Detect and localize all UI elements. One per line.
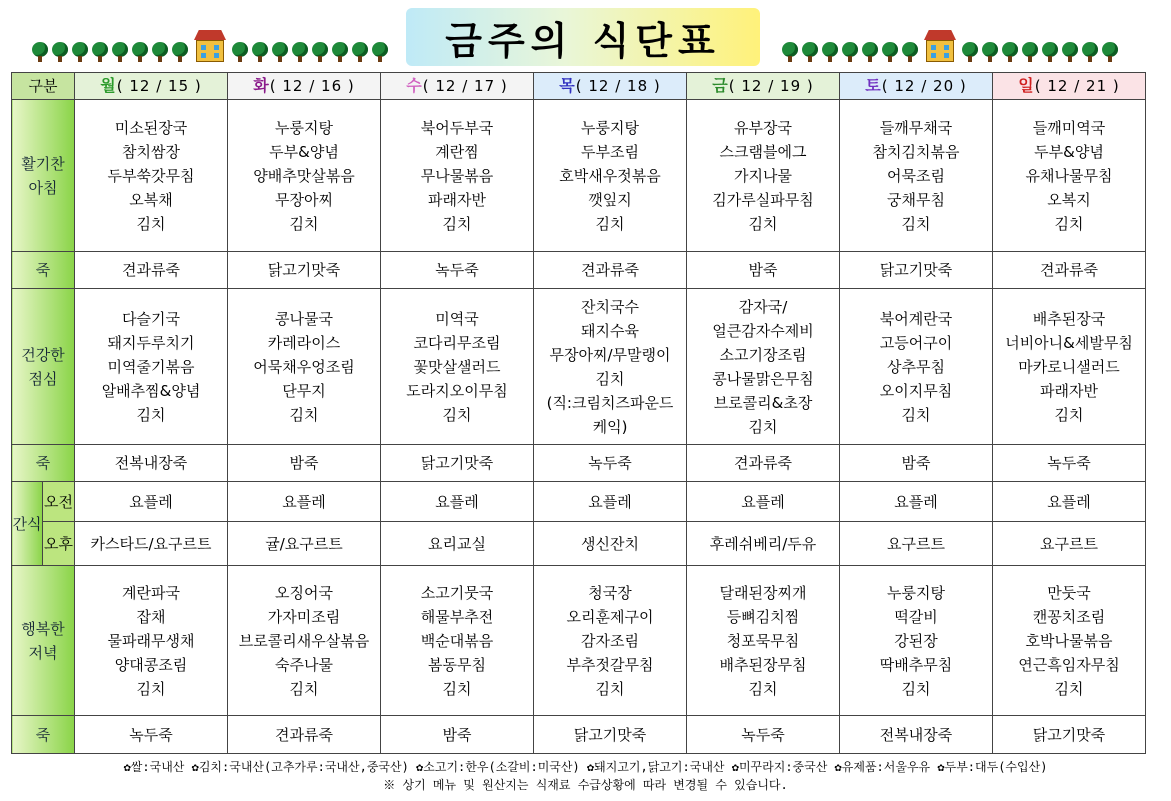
- day-name: 목: [559, 76, 576, 95]
- day-date: ( 12 / 16 ): [269, 77, 355, 95]
- menu-item: 호박새우젓볶음: [559, 166, 661, 185]
- category-header: 구분: [12, 73, 75, 100]
- menu-cell: 후레쉬베리/두유: [687, 522, 840, 566]
- menu-item: 감자국/: [738, 297, 788, 316]
- menu-cell: 닭고기맛죽: [228, 252, 381, 289]
- menu-item: 들깨무채국: [879, 118, 953, 137]
- breakfast-row: [12, 100, 1146, 252]
- menu-cell: 밤죽: [228, 445, 381, 482]
- tree-icon: [1022, 42, 1038, 62]
- menu-item: (직:크림치즈파운드: [546, 393, 674, 412]
- menu-cell: 녹두죽: [381, 252, 534, 289]
- menu-item: 브로콜리새우살볶음: [238, 631, 370, 650]
- day-header-tue: [228, 73, 381, 100]
- day-date: ( 12 / 21 ): [1034, 77, 1120, 95]
- menu-item: 파래자반: [1040, 381, 1098, 400]
- menu-item: 김치: [748, 679, 778, 698]
- tree-icon: [72, 42, 88, 62]
- menu-item: 캔꽁치조림: [1032, 607, 1106, 626]
- menu-item: 청국장: [588, 583, 632, 602]
- menu-item: 김치: [1054, 214, 1084, 233]
- menu-item: 상추무침: [887, 357, 945, 376]
- menu-item: 얼큰감자수제비: [712, 321, 814, 340]
- day-date: ( 12 / 20 ): [881, 77, 967, 95]
- menu-item: 김가루실파무침: [712, 190, 814, 209]
- menu-cell: 녹두죽: [687, 716, 840, 754]
- menu-cell: [534, 289, 687, 445]
- menu-cell: 견과류죽: [993, 252, 1146, 289]
- menu-cell: 녹두죽: [75, 716, 228, 754]
- menu-item: 배추된장국: [1032, 309, 1106, 328]
- day-date: ( 12 / 15 ): [116, 77, 202, 95]
- tree-icon: [232, 42, 248, 62]
- menu-cell: [687, 566, 840, 716]
- menu-item: 무나물볶음: [420, 166, 494, 185]
- menu-item: 두부조림: [581, 142, 639, 161]
- tree-icon: [842, 42, 858, 62]
- menu-item: 누룽지탕: [887, 583, 945, 602]
- day-name: 수: [406, 76, 423, 95]
- porridge-label: 죽: [12, 445, 75, 482]
- lunch-label: 건강한 점심: [12, 289, 75, 445]
- menu-item: 브로콜리&초장: [713, 393, 813, 412]
- tree-icon: [352, 42, 368, 62]
- menu-item: 무장아찌: [275, 190, 333, 209]
- day-name: 화: [253, 76, 270, 95]
- menu-cell: 견과류죽: [75, 252, 228, 289]
- tree-icon: [1082, 42, 1098, 62]
- menu-item: 감자조림: [581, 631, 639, 650]
- menu-cell: [993, 289, 1146, 445]
- menu-cell: [840, 289, 993, 445]
- menu-item: 숙주나물: [275, 655, 333, 674]
- tree-icon: [112, 42, 128, 62]
- menu-cell: [534, 100, 687, 252]
- day-header-thu: [534, 73, 687, 100]
- menu-item: 김치: [136, 679, 166, 698]
- menu-cell: [381, 289, 534, 445]
- menu-item: 무장아찌/무말랭이: [549, 345, 671, 364]
- menu-item: 참치쌈장: [122, 142, 180, 161]
- menu-item: 김치: [595, 369, 625, 388]
- menu-cell: 전복내장죽: [75, 445, 228, 482]
- menu-item: 궁채무침: [887, 190, 945, 209]
- menu-item: 강된장: [894, 631, 938, 650]
- day-header-mon: [75, 73, 228, 100]
- menu-cell: 요구르트: [840, 522, 993, 566]
- menu-item: 스크램블에그: [719, 142, 807, 161]
- menu-item: 계란찜: [435, 142, 479, 161]
- tree-icon: [982, 42, 998, 62]
- menu-item: 김치: [289, 214, 319, 233]
- menu-cell: [228, 289, 381, 445]
- change-notice: ※ 상기 메뉴 및 원산지는 식재료 수급상황에 따라 변경될 수 있습니다.: [383, 778, 788, 792]
- menu-cell: 닭고기맛죽: [840, 252, 993, 289]
- day-name: 토: [865, 76, 882, 95]
- menu-cell: 요구르트: [993, 522, 1146, 566]
- menu-item: 알배추찜&양념: [101, 381, 201, 400]
- tree-icon: [172, 42, 188, 62]
- day-name: 월: [100, 76, 117, 95]
- menu-item: 오이지무침: [879, 381, 953, 400]
- menu-item: 소고기뭇국: [420, 583, 494, 602]
- day-header-sat: [840, 73, 993, 100]
- tree-icon: [862, 42, 878, 62]
- menu-cell: 요플레: [687, 482, 840, 522]
- tree-icon: [802, 42, 818, 62]
- menu-item: 두부&양념: [1034, 142, 1104, 161]
- menu-item: 청포묵무침: [726, 631, 800, 650]
- menu-item: 김치: [1054, 405, 1084, 424]
- menu-item: 꽃맛살샐러드: [413, 357, 501, 376]
- menu-item: 가지나물: [734, 166, 792, 185]
- day-name: 일: [1018, 76, 1035, 95]
- menu-item: 들깨미역국: [1032, 118, 1106, 137]
- menu-item: 콩나물맑은무침: [712, 369, 814, 388]
- tree-icon: [312, 42, 328, 62]
- day-date: ( 12 / 18 ): [575, 77, 661, 95]
- menu-cell: [840, 100, 993, 252]
- menu-item: 유부장국: [734, 118, 792, 137]
- tree-icon: [292, 42, 308, 62]
- menu-cell: 닭고기맛죽: [534, 716, 687, 754]
- porridge-label: 죽: [12, 252, 75, 289]
- tree-icon: [152, 42, 168, 62]
- menu-item: 단무지: [282, 381, 326, 400]
- menu-item: 미역국: [435, 309, 479, 328]
- menu-item: 오리훈제구이: [566, 607, 654, 626]
- menu-cell: 밤죽: [687, 252, 840, 289]
- menu-item: 돼지두루치기: [107, 333, 195, 352]
- menu-item: 김치: [442, 405, 472, 424]
- day-header-sun: [993, 73, 1146, 100]
- menu-cell: 닭고기맛죽: [381, 445, 534, 482]
- menu-cell: 귤/요구르트: [228, 522, 381, 566]
- menu-item: 등뼈김치찜: [726, 607, 800, 626]
- menu-item: 두부쑥갓무침: [107, 166, 195, 185]
- menu-item: 김치: [136, 214, 166, 233]
- day-header-wed: [381, 73, 534, 100]
- porridge-label: 죽: [12, 716, 75, 754]
- tree-icon: [252, 42, 268, 62]
- snack-pm-label: 오후: [43, 522, 75, 566]
- menu-item: 김치: [289, 405, 319, 424]
- menu-cell: [75, 100, 228, 252]
- tree-icon: [32, 42, 48, 62]
- origin-footnote: ✿쌀:국내산 ✿김치:국내산(고추가루:국내산,중국산) ✿소고기:한우(소갈비:미국산) ✿돼지고기,닭고기:국내산 ✿미꾸라지:중국산 ✿유제품:서울우유 ✿두부:대두(수입산): [123, 760, 1048, 774]
- tree-icon: [962, 42, 978, 62]
- menu-item: 오복지: [1047, 190, 1091, 209]
- tree-icon: [272, 42, 288, 62]
- menu-item: 참치김치볶음: [872, 142, 960, 161]
- menu-item: 해물부추전: [420, 607, 494, 626]
- menu-item: 북어계란국: [879, 309, 953, 328]
- menu-item: 잡채: [136, 607, 166, 626]
- menu-item: 어묵채우엉조림: [253, 357, 355, 376]
- menu-cell: 견과류죽: [687, 445, 840, 482]
- breakfast-label: 활기찬 아침: [12, 100, 75, 252]
- menu-item: 파래자반: [428, 190, 486, 209]
- tree-icon: [52, 42, 68, 62]
- menu-cell: 요플레: [840, 482, 993, 522]
- tree-icon: [92, 42, 108, 62]
- menu-item: 누룽지탕: [581, 118, 639, 137]
- menu-item: 깻잎지: [588, 190, 632, 209]
- menu-item: 연근흑임자무침: [1018, 655, 1120, 674]
- menu-cell: 카스타드/요구르트: [75, 522, 228, 566]
- snack-pm-row: [12, 522, 1146, 566]
- day-date: ( 12 / 17 ): [422, 77, 508, 95]
- tree-icon: [902, 42, 918, 62]
- menu-item: 김치: [901, 214, 931, 233]
- menu-cell: 요플레: [228, 482, 381, 522]
- menu-item: 소고기장조림: [719, 345, 807, 364]
- menu-cell: 녹두죽: [534, 445, 687, 482]
- snack-label: 간식: [12, 482, 43, 566]
- tree-icon: [1102, 42, 1118, 62]
- lunch-row: [12, 289, 1146, 445]
- house-icon: [924, 30, 956, 62]
- snack-am-label: 오전: [43, 482, 75, 522]
- menu-cell: [687, 100, 840, 252]
- menu-item: 봄동무침: [428, 655, 486, 674]
- tree-icon: [782, 42, 798, 62]
- tree-icon: [822, 42, 838, 62]
- menu-item: 배추된장무침: [719, 655, 807, 674]
- tree-icon: [1042, 42, 1058, 62]
- menu-item: 김치: [595, 679, 625, 698]
- menu-cell: [381, 566, 534, 716]
- menu-cell: 녹두죽: [993, 445, 1146, 482]
- tree-icon: [132, 42, 148, 62]
- menu-item: 돼지수육: [581, 321, 639, 340]
- menu-item: 잔치국수: [581, 297, 639, 316]
- porridge-dinner-row: [12, 716, 1146, 754]
- menu-item: 김치: [901, 405, 931, 424]
- menu-item: 마카로니샐러드: [1018, 357, 1120, 376]
- menu-cell: 요플레: [75, 482, 228, 522]
- dinner-row: [12, 566, 1146, 716]
- menu-item: 김치: [289, 679, 319, 698]
- menu-item: 미소된장국: [114, 118, 188, 137]
- porridge-lunch-row: [12, 445, 1146, 482]
- menu-cell: [993, 566, 1146, 716]
- menu-item: 미역줄기볶음: [107, 357, 195, 376]
- menu-cell: 밤죽: [381, 716, 534, 754]
- menu-item: 김치: [136, 405, 166, 424]
- menu-cell: 밤죽: [840, 445, 993, 482]
- title-banner: [406, 8, 760, 66]
- menu-item: 도라지오이무침: [406, 381, 508, 400]
- menu-item: 어묵조림: [887, 166, 945, 185]
- menu-item: 백순대볶음: [420, 631, 494, 650]
- menu-cell: [75, 289, 228, 445]
- menu-item: 호박나물볶음: [1025, 631, 1113, 650]
- menu-cell: 닭고기맛죽: [993, 716, 1146, 754]
- menu-cell: 전복내장죽: [840, 716, 993, 754]
- page-title: 금주의 식단표: [445, 18, 721, 63]
- menu-item: 콩나물국: [275, 309, 333, 328]
- menu-cell: [228, 100, 381, 252]
- menu-cell: [228, 566, 381, 716]
- menu-item: 김치: [748, 214, 778, 233]
- menu-cell: [381, 100, 534, 252]
- menu-item: 두부&양념: [269, 142, 339, 161]
- menu-item: 코다리무조림: [413, 333, 501, 352]
- menu-item: 양대콩조림: [114, 655, 188, 674]
- menu-cell: [534, 566, 687, 716]
- menu-item: 케익): [592, 417, 628, 436]
- menu-item: 다슬기국: [122, 309, 180, 328]
- menu-cell: 요리교실: [381, 522, 534, 566]
- menu-item: 부추젓갈무침: [566, 655, 654, 674]
- menu-item: 카레라이스: [267, 333, 341, 352]
- menu-item: 계란파국: [122, 583, 180, 602]
- menu-cell: [75, 566, 228, 716]
- menu-item: 양배추맛살볶음: [253, 166, 355, 185]
- day-date: ( 12 / 19 ): [728, 77, 814, 95]
- menu-cell: 생신잔치: [534, 522, 687, 566]
- tree-icon: [332, 42, 348, 62]
- menu-cell: 요플레: [381, 482, 534, 522]
- menu-item: 김치: [442, 679, 472, 698]
- menu-cell: 요플레: [993, 482, 1146, 522]
- menu-item: 김치: [595, 214, 625, 233]
- tree-icon: [882, 42, 898, 62]
- menu-cell: 견과류죽: [534, 252, 687, 289]
- menu-item: 만둣국: [1047, 583, 1091, 602]
- menu-item: 오징어국: [275, 583, 333, 602]
- weekly-menu-table: [11, 72, 1146, 754]
- menu-cell: 견과류죽: [228, 716, 381, 754]
- tree-icon: [1062, 42, 1078, 62]
- snack-am-row: [12, 482, 1146, 522]
- menu-item: 김치: [1054, 679, 1084, 698]
- header-row: [12, 73, 1146, 100]
- dinner-label: 행복한 저녁: [12, 566, 75, 716]
- menu-item: 떡갈비: [894, 607, 938, 626]
- menu-cell: [687, 289, 840, 445]
- day-header-fri: [687, 73, 840, 100]
- menu-item: 누룽지탕: [275, 118, 333, 137]
- menu-item: 김치: [748, 417, 778, 436]
- tree-decoration-left: [32, 30, 388, 62]
- menu-cell: [993, 100, 1146, 252]
- menu-item: 달래된장찌개: [719, 583, 807, 602]
- tree-icon: [1002, 42, 1018, 62]
- menu-item: 오복채: [129, 190, 173, 209]
- house-icon: [194, 30, 226, 62]
- menu-item: 고등어구이: [879, 333, 953, 352]
- menu-item: 딱배추무침: [879, 655, 953, 674]
- menu-item: 유채나물무침: [1025, 166, 1113, 185]
- menu-item: 김치: [901, 679, 931, 698]
- menu-item: 너비아니&세발무침: [1005, 333, 1133, 352]
- menu-cell: [840, 566, 993, 716]
- menu-item: 김치: [442, 214, 472, 233]
- porridge-morning-row: [12, 252, 1146, 289]
- menu-item: 물파래무생채: [107, 631, 195, 650]
- menu-item: 가자미조림: [267, 607, 341, 626]
- tree-decoration-right: [782, 30, 1118, 62]
- day-name: 금: [712, 76, 729, 95]
- tree-icon: [372, 42, 388, 62]
- menu-cell: 요플레: [534, 482, 687, 522]
- menu-item: 북어두부국: [420, 118, 494, 137]
